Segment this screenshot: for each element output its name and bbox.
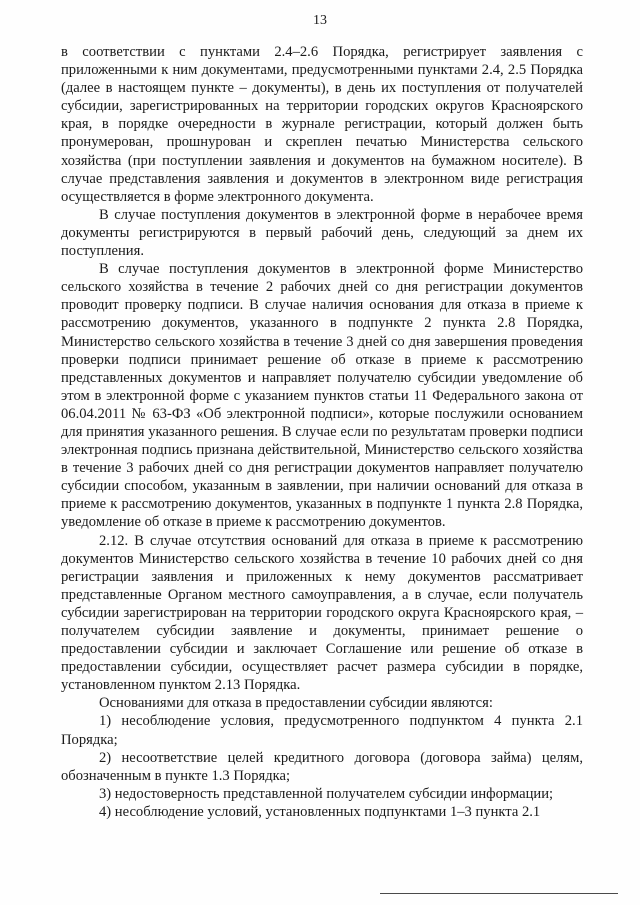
paragraph-4: 2.12. В случае отсутствия оснований для отказа в приеме к рассмотрению документов Министерство сельского хозяйства в течение 10 рабочих дней со дня регистрации заявления и приложенных к нему документов рассматривает представленные Органом местного самоуправления, а в случае, если получатель субсидии зарегистрирован на территории городского округа Красноярского края, – получателем субсидии заявление и документы, принимает решение о предоставлении субсидии и заключает Соглашение или решение об отказе в предоставлении субсидии, осуществляет расчет размера субсидии в порядке, установленном пунктом 2.13 Порядка.: [61, 532, 583, 694]
paragraph-5: Основаниями для отказа в предоставлении субсидии являются:: [99, 695, 493, 712]
list-item-2: 2) несоответствие целей кредитного договора (договора займа) целям, обозначенным в пункте 1.3 Порядка;: [61, 749, 583, 784]
footer-divider: [380, 893, 618, 894]
paragraph-3: В случае поступления документов в электронной форме Министерство сельского хозяйства в течение 2 рабочих дней со дня регистрации документов проводит проверку подписи. В случае наличия основания для отказа в приеме к рассмотрению документов, указанного в подпункте 2 пункта 2.8 Порядка, Министерство сельского хозяйства в течение 3 дней со дня завершения проведения проверки подписи принимает решение об отказе в приеме к рассмотрению представленных документов и направляет получателю субсидии уведомление об этом в электронной форме с указанием пунктов статьи 11 Федерального закона от 06.04.2011 № 63-ФЗ «Об электронной подписи», которые послужили основанием для принятия указанного решения. В случае если по результатам проверки подписи электронная подпись признана действительной, Министерство сельского хозяйства в течение 3 рабочих дней со дня регистрации документов направляет получателю субсидии способом, указанным в заявлении, при наличии оснований для отказа в приеме к рассмотрению документов, указанных в подпункте 1 пункта 2.8 Порядка, уведомление об отказе в приеме к рассмотрению документов.: [61, 261, 583, 531]
list-item-1: 1) несоблюдение условия, предусмотренного подпунктом 4 пункта 2.1 Порядка;: [61, 713, 583, 748]
paragraph-1: в соответствии с пунктами 2.4–2.6 Порядка, регистрирует заявления с приложенными к ним документами, предусмотренными пунктами 2.4, 2.5 Порядка (далее в настоящем пункте – документы), в день их поступления от получателей субсидии, зарегистрированных на территории городских округов Красноярского края, в порядке очередности в журнале регистрации, который должен быть пронумерован, прошнурован и скреплен печатью Министерства сельского хозяйства (при поступлении заявления и документов на бумажном носителе). В случае представления заявления и документов в электронном виде регистрация осуществляется в форме электронного документа.: [61, 44, 583, 205]
list-item-3: 3) недостоверность представленной получателем субсидии информации;: [99, 785, 554, 802]
paragraph-2: В случае поступления документов в электронной форме в нерабочее время документы регистрируются в первый рабочий день, следующий за днем их поступления.: [61, 206, 583, 260]
document-body: [61, 43, 583, 821]
list-item-4: 4) несоблюдение условий, установленных подпунктами 1–3 пункта 2.1: [99, 803, 541, 820]
page-number: 13: [313, 13, 327, 28]
